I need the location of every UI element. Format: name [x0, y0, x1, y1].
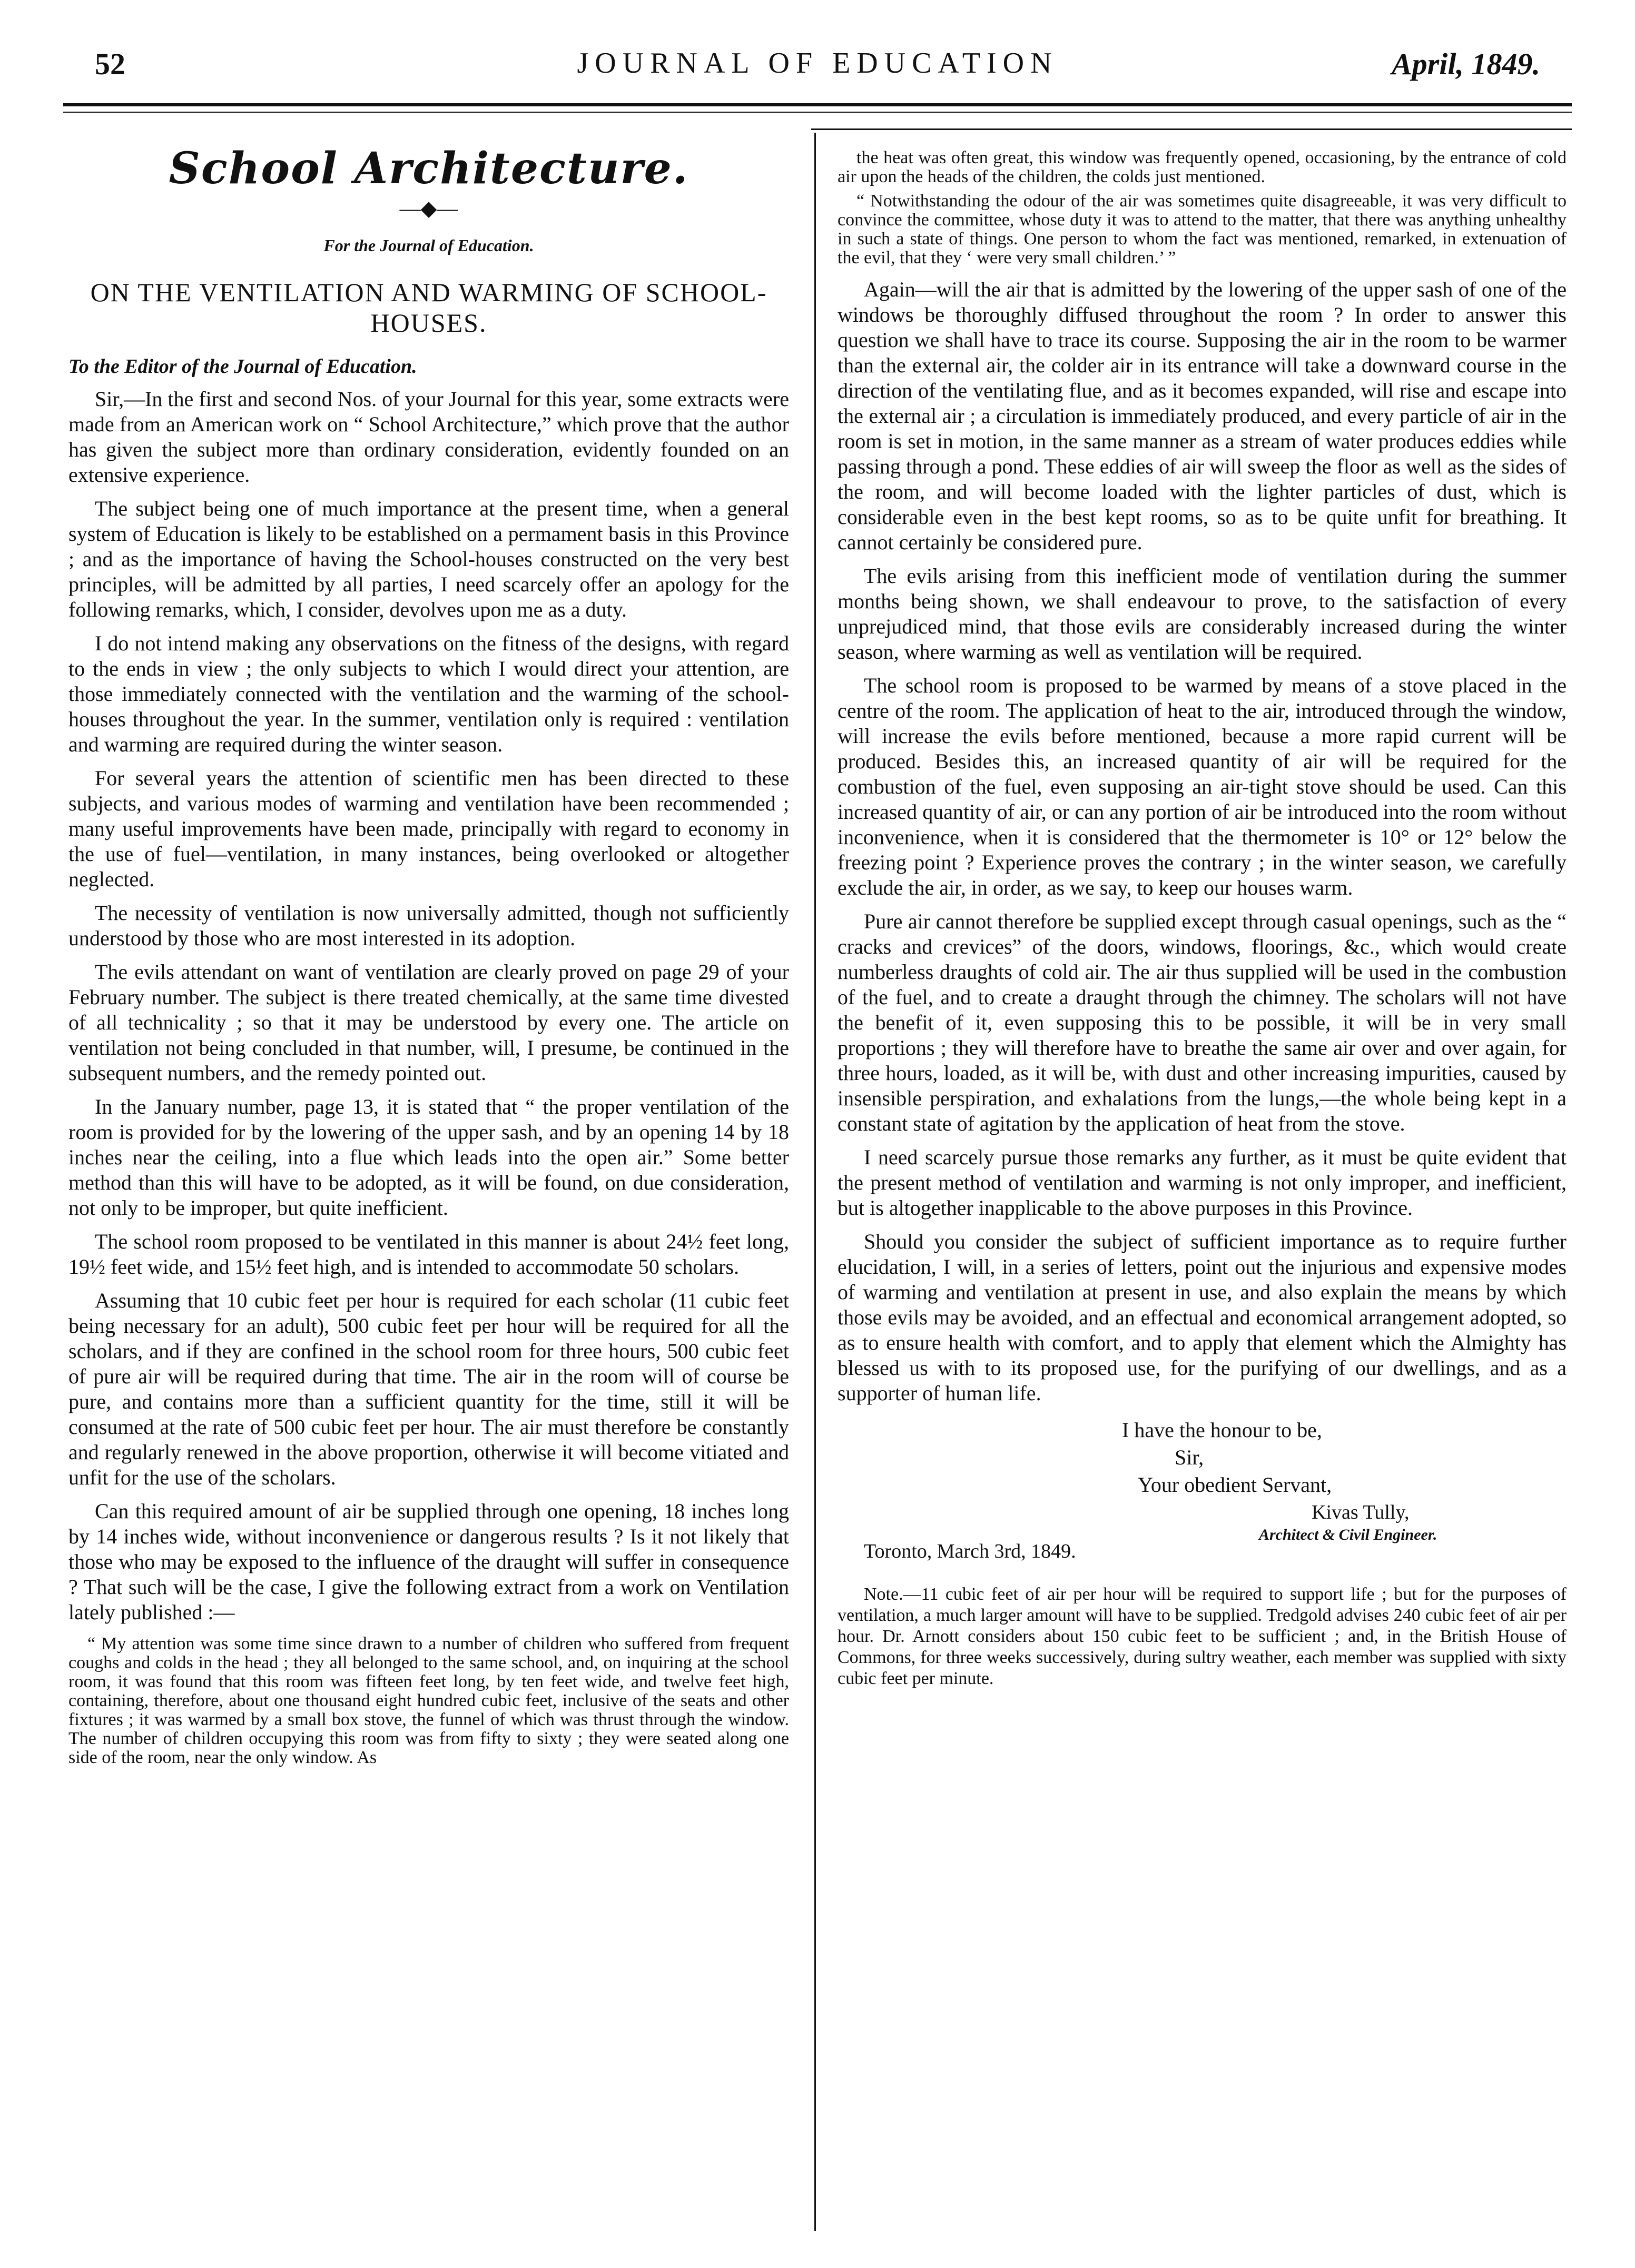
- paragraph: I do not intend making any observations on the fitness of the designs, with regard to the ends in view ; the only subjects to which I would direct your attention, are those immediately connected with the ventilation and the warming of the school-houses throughout the year. In the summer, ventilation only is required : ventilation and warming are required during the winter season.: [68, 631, 789, 756]
- quote-text: “ Notwithstanding the odour of the air was sometimes quite disagreeable, it was very difficult to convince the committee, whose duty it was to attend to the matter, that there was anything unhealthy in such a state of things. One person to whom the fact was mentioned, remarked, in extenuation of the evil, that they ‘ were very small children.’ ”: [838, 191, 1567, 268]
- section-title: School Architecture.: [169, 143, 689, 194]
- right-column: [838, 148, 1567, 2236]
- addressee: To the Editor of the Journal of Education.: [68, 355, 417, 378]
- paragraph: Pure air cannot therefore be supplied except through casual openings, such as the “ cracks and crevices” of the doors, windows, floorings, &c., which would create numberless draughts of cold air. The air thus supplied will be used in the combustion of the fuel, and to create a draught through the chimney. The scholars will not have the benefit of it, even supposing this to be possible, it will be in very small proportions ; they will therefore have to breathe the same air over and over again, for three hours, loaded, as it will be, with dust and other increasing impurities, caused by insensible perspiration, and exhalations from the lungs,—the whole being kept in a constant state of agitation by the application of heat from the stove.: [838, 909, 1567, 1135]
- paragraph: The evils attendant on want of ventilation are clearly proved on page 29 of your February number. The subject is there treated chemically, at the same time divested of all technicality ; so that it may be understood by every one. The article on ventilation not being concluded in that number, will, I presume, be continued in the subsequent numbers, and the remedy pointed out.: [68, 960, 789, 1085]
- paragraph: The necessity of ventilation is now universally admitted, though not sufficiently understood by those who are most interested in its adoption.: [68, 901, 789, 950]
- paragraph: In the January number, page 13, it is stated that “ the proper ventilation of the room is provided for by the lowering of the upper sash, and by an opening 14 by 18 inches near the ceiling, into a flue which leads into the open air.” Some better method than this will have to be adopted, as it will be found, on due consideration, not only to be improper, but quite inefficient.: [68, 1095, 789, 1220]
- paragraph: The school room is proposed to be warmed by means of a stove placed in the centre of the room. The application of heat to the air, introduced through the window, will increase the evils before mentioned, because a more rapid current will be produced. Besides this, an increased quantity of air will be required for the combustion of the fuel, even supposing an air-tight stove should be used. Can this increased quantity of air, or can any portion of air be introduced into the room without inconvenience, when it is considered that the thermometer is 10° or 12° below the freezing point ? Experience proves the contrary ; in the winter season, we carefully exclude the air, in order, as we say, to keep our houses warm.: [838, 674, 1567, 899]
- closing-sir: Sir,: [1175, 1445, 1204, 1469]
- paragraph: Should you consider the subject of sufficient importance as to require further elucidation, I will, in a series of letters, point out the injurious and expensive modes of warming and ventilation at present in use, and also explain the means by which those evils may be avoided, and an effectual and economical arrangement adopted, so as to ensure health with comfort, and to apply that element which the Almighty has blessed us with to its proposed use, for the purifying of our dwellings, and as a supporter of human life.: [838, 1230, 1567, 1405]
- paragraph: I need scarcely pursue those remarks any further, as it must be quite evident that the present method of ventilation and warming is not only improper, and inefficient, but is altogether inapplicable to the above purposes in this Province.: [838, 1145, 1567, 1220]
- article-title: ON THE VENTILATION AND WARMING OF SCHOOL-HOUSES.: [90, 278, 767, 338]
- author-name: Kivas Tully,: [1312, 1501, 1410, 1523]
- paragraph: The school room proposed to be ventilated in this manner is about 24½ feet long, 19½ feet wide, and 15½ feet high, and is intended to accommodate 50 scholars.: [68, 1230, 789, 1279]
- block-quote-continued: [838, 148, 1567, 268]
- header-rule-thick: [63, 103, 1572, 106]
- footnote: Note.—11 cubic feet of air per hour will be required to support life ; but for the purposes of ventilation, a much larger amount will have to be supplied. Tredgold advises 240 cubic feet of air per hour. Dr. Arnott considers about 150 cubic feet to be sufficient ; and, in the British House of Commons, for three weeks successively, during sultry weather, each member was supplied with sixty cubic feet per minute.: [838, 1584, 1567, 1688]
- paragraph: The evils arising from this inefficient mode of ventilation during the summer months being shown, we shall endeavour to prove, to the satisfaction of every unprejudiced mind, that those evils are considerably increased during the winter season, where warming as well as ventilation will be required.: [838, 564, 1567, 663]
- header-rule-thin: [63, 112, 1572, 113]
- paragraph: For several years the attention of scientific men has been directed to these subjects, and various modes of warming and ventilation have been recommended ; many useful improvements have been made, principally with regard to economy in the use of fuel—ventilation, in many instances, being overlooked or altogether neglected.: [68, 766, 789, 891]
- column-divider: [814, 133, 816, 2231]
- left-column: [68, 132, 789, 2236]
- page-number: 52: [95, 47, 125, 81]
- right-column-top-rule: [811, 128, 1572, 130]
- ornament-divider: —◆—: [399, 196, 458, 220]
- paragraph: Assuming that 10 cubic feet per hour is required for each scholar (11 cubic feet being necessary for an adult), 500 cubic feet per hour will be required for all the scholars, and if they are confined in the school room for three hours, 500 cubic feet of pure air will be required during that time. The air in the room will of course be pure, and contains more than a sufficient quantity for the time, still it will be consumed at the rate of 500 cubic feet per hour. The air must therefore be constantly and regularly renewed in the above proportion, otherwise it will become vitiated and unfit for the use of the scholars.: [68, 1289, 789, 1489]
- closing-servant: Your obedient Servant,: [1138, 1473, 1332, 1497]
- place-date: Toronto, March 3rd, 1849.: [864, 1540, 1076, 1562]
- paragraph: Sir,—In the first and second Nos. of your Journal for this year, some extracts were made from an American work on “ School Architecture,” which prove that the author has given the subject more than ordinary consideration, evidently founded on an extensive experience.: [68, 387, 789, 487]
- issue-date: April, 1849.: [1392, 47, 1540, 81]
- paragraph: The subject being one of much importance at the present time, when a general system of Education is likely to be established on a permament basis in this Province ; and as the importance of having the School-houses constructed on the very best principles, will be admitted by all parties, I need scarcely offer an apology for the following remarks, which, I consider, devolves upon me as a duty.: [68, 497, 789, 621]
- paragraph: Can this required amount of air be supplied through one opening, 18 inches long by 14 inches wide, without inconvenience or dangerous results ? Is it not likely that those who may be exposed to the influence of the draught will suffer in consequence ? That such will be the case, I give the following extract from a work on Ventilation lately published :—: [68, 1499, 789, 1624]
- source-line: For the Journal of Education.: [323, 236, 534, 255]
- running-title: JOURNAL OF EDUCATION: [577, 47, 1058, 80]
- page-header: [63, 46, 1572, 88]
- closing-line: I have the honour to be,: [1122, 1418, 1322, 1442]
- paragraph: Again—will the air that is admitted by the lowering of the upper sash of one of the windows be thoroughly diffused throughout the room ? In order to answer this question we shall have to trace its course. Supposing the air in the room to be warmer than the external air, the colder air in its entrance will take a downward course in the direction of the ventilating flue, and as it becomes expanded, will rise and escape into the external air ; a circulation is immediately produced, and every particle of air in the room is set in motion, in the same manner as a stream of water produces eddies while passing through a pond. These eddies of air will sweep the floor as well as the sides of the room, and will become loaded with the lighter particles of dust, which is considerable even in the best kept rooms, so as to be quite unfit for breathing. It cannot certainly be considered pure.: [838, 278, 1567, 554]
- quote-text: the heat was often great, this window was frequently opened, occasioning, by the entrance of cold air upon the heads of the children, the colds just mentioned.: [838, 148, 1567, 186]
- quote-text: “ My attention was some time since drawn to a number of children who suffered from frequent coughs and colds in the head ; they all belonged to the same school, and, on inquiring at the school room, it was found that this room was fifteen feet long, by ten feet wide, and twelve feet high, containing, therefore, about one thousand eight hundred cubic feet, inclusive of the seats and other fixtures ; it was warmed by a small box stove, the funnel of which was thrust through the window. The number of children occupying this room was from fifty to sixty ; they were seated along one side of the room, near the only window. As: [68, 1634, 789, 1767]
- signature-block: [838, 1417, 1567, 1563]
- author-title: Architect & Civil Engineer.: [1259, 1526, 1437, 1543]
- block-quote: [68, 1635, 789, 1767]
